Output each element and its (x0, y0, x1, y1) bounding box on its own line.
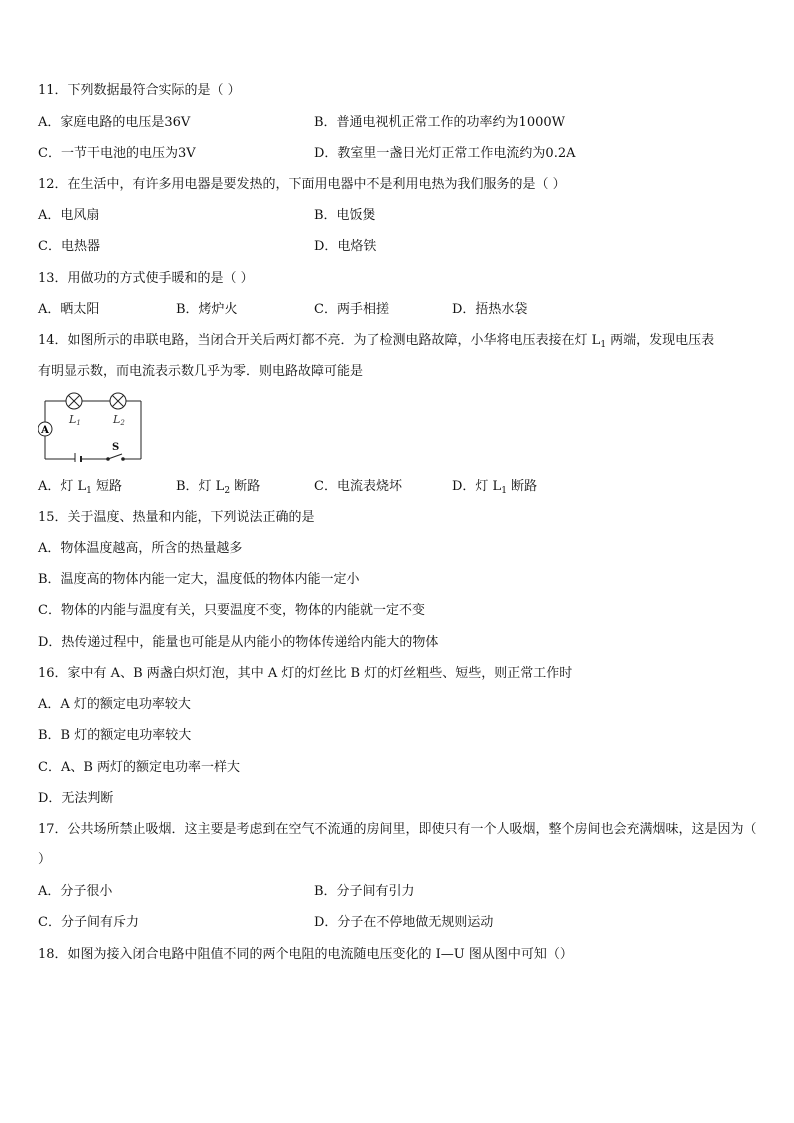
question-17-option-a: A．分子很小 (38, 884, 113, 899)
question-14-stem-line2: 有明显示数，而电流表示数几乎为零．则电路故障可能是 (38, 364, 364, 379)
question-17-option-c: C．分子间有斥力 (38, 915, 139, 930)
ammeter-icon (38, 422, 52, 436)
question-14-stem-line1: 14．如图所示的串联电路，当闭合开关后两灯都不亮．为了检测电路故障，小华将电压表接在灯 $L_1$ 两端，发现电压表 (38, 333, 715, 350)
lamp-l1-label: L1 (69, 413, 81, 427)
question-12-stem: 12．在生活中，有许多用电器是要发热的，下面用电器中不是利用电热为我们服务的是（ ） (38, 177, 566, 192)
question-14-option-c: C．电流表烧坏 (314, 479, 402, 494)
question-16-option-d: D．无法判断 (38, 791, 114, 806)
question-13-stem: 13．用做功的方式使手暖和的是（ ） (38, 271, 254, 286)
question-16-option-a: A．A 灯的额定电功率较大 (38, 697, 191, 712)
question-15-option-c: C．物体的内能与温度有关，只要温度不变，物体的内能就一定不变 (38, 603, 425, 618)
question-15-option-b: B．温度高的物体内能一定大，温度低的物体内能一定小 (38, 572, 360, 587)
question-16-option-c: C．A、B 两灯的额定电功率一样大 (38, 760, 241, 775)
question-14-option-d: D．灯 $L_1$ 断路 (452, 479, 538, 496)
question-12-option-b: B．电饭煲 (314, 208, 376, 223)
question-11-option-b: B．普通电视机正常工作的功率约为1000W (314, 115, 565, 130)
lamp-l2-icon (110, 393, 126, 409)
question-11-option-a: A．家庭电路的电压是36V (38, 115, 191, 130)
question-12-option-a: A．电风扇 (38, 208, 100, 223)
question-11-option-d: D．教室里一盏日光灯正常工作电流约为0.2A (314, 146, 576, 161)
lamp-l2-label: L2 (113, 413, 125, 427)
question-13-option-d: D．捂热水袋 (452, 302, 528, 317)
question-11-stem: 11．下列数据最符合实际的是（ ） (38, 83, 241, 98)
question-13-option-c: C．两手相搓 (314, 302, 389, 317)
question-16-stem: 16．家中有 A、B 两盏白炽灯泡，其中 A 灯的灯丝比 B 灯的灯丝粗些、短些，则正常工作时 (38, 666, 573, 681)
battery-icon (75, 453, 81, 462)
question-14-option-b: B．灯 $L_2$ 断路 (176, 479, 261, 496)
series-circuit-diagram (38, 392, 148, 462)
question-18-stem: 18．如图为接入闭合电路中阻值不同的两个电阻的电流随电压变化的 I—U 图从图中可知（） (38, 947, 573, 962)
lamp-l1-icon (66, 393, 82, 409)
switch-icon (107, 454, 125, 460)
question-17-option-b: B．分子间有引力 (314, 884, 415, 899)
switch-label: S (112, 442, 120, 453)
question-15-option-d: D．热传递过程中，能量也可能是从内能小的物体传递给内能大的物体 (38, 635, 439, 650)
ammeter-label: A (41, 425, 49, 436)
question-13-option-a: A．晒太阳 (38, 302, 100, 317)
question-11-option-c: C．一节干电池的电压为3V (38, 146, 196, 161)
question-17-option-d: D．分子在不停地做无规则运动 (314, 915, 494, 930)
question-15-option-a: A．物体温度越高，所含的热量越多 (38, 541, 243, 556)
question-13-option-b: B．烤炉火 (176, 302, 238, 317)
question-14-option-a: A．灯 $L_1$ 短路 (38, 479, 123, 496)
question-16-option-b: B．B 灯的额定电功率较大 (38, 728, 192, 743)
question-12-option-d: D．电烙铁 (314, 239, 377, 254)
question-15-stem: 15．关于温度、热量和内能，下列说法正确的是 (38, 510, 315, 525)
question-12-option-c: C．电热器 (38, 239, 100, 254)
question-17-stem: 17．公共场所禁止吸烟．这主要是考虑到在空气不流通的房间里，即使只有一个人吸烟，整个房间也会充满烟味，这是因为（ ） (38, 822, 757, 867)
